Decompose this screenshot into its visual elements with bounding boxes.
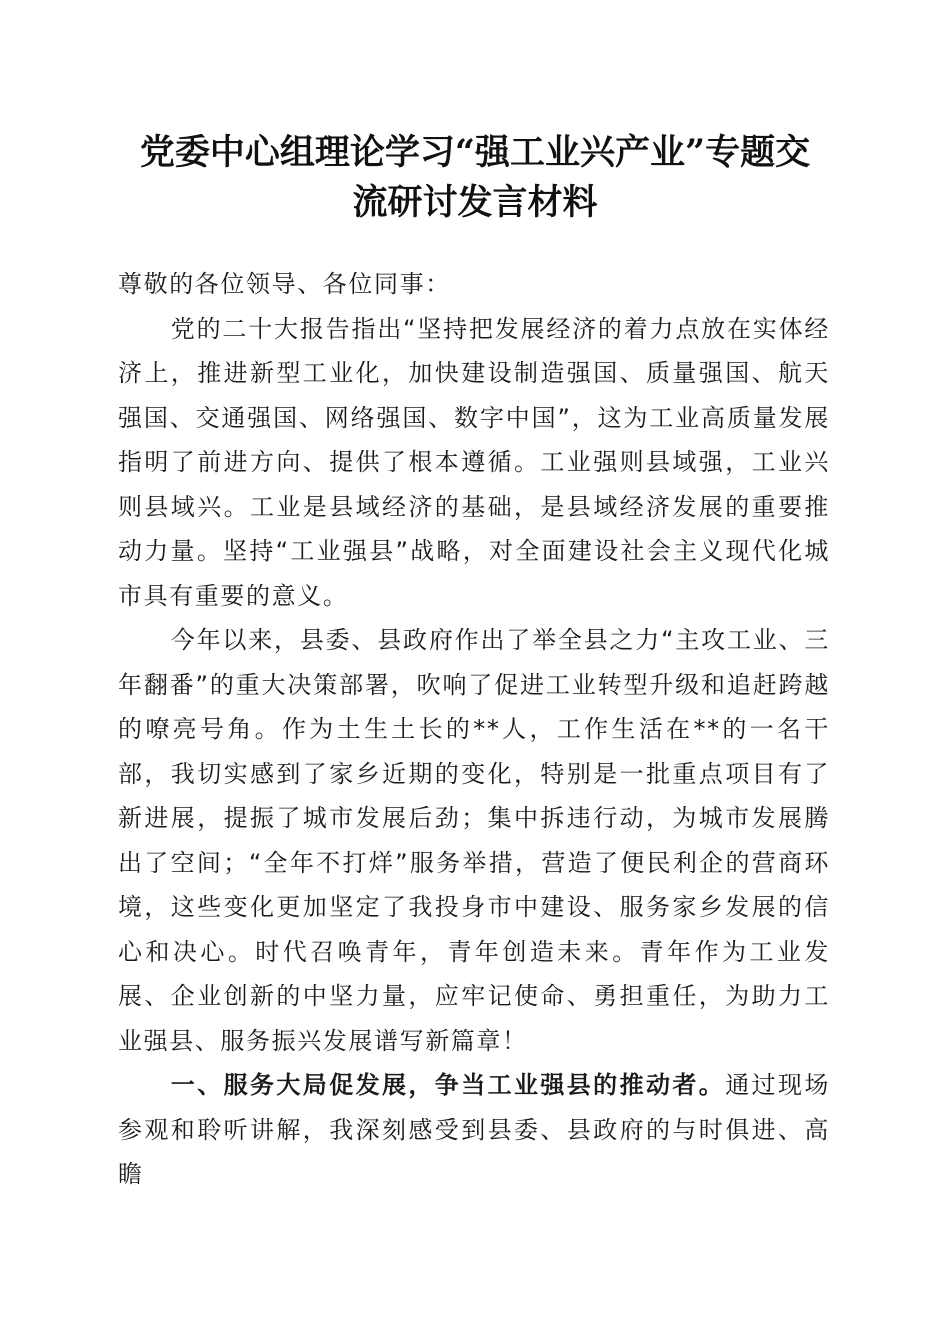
title-line-2: 流研讨发言材料 xyxy=(352,182,598,223)
paragraph-1: 党的二十大报告指出“坚持把发展经济的着力点放在实体经济上，推进新型工业化，加快建设制造强国、质量强国、航天强国、交通强国、网络强国、数字中国”，这为工业高质量发展指明了前进方向、提供了根本遵循。工业强则县域强，工业兴则县域兴。工业是县域经济的基础，是县域经济发展的重要推动力量。坚持“工业强县”战略，对全面建设社会主义现代化城市具有重要的意义。 xyxy=(118,314,830,610)
title-line-1: 党委中心组理论学习“强工业兴产业”专题交 xyxy=(139,132,811,173)
salutation: 尊敬的各位领导、各位同事： xyxy=(118,270,451,298)
section-1-text: 通过现场参观和聆听讲解，我深刻感受到县委、县政府的与时俱进、高瞻 xyxy=(118,1071,830,1188)
section-1-heading: 一、服务大局促发展，争当工业强县的推动者。 xyxy=(170,1071,726,1099)
document-title xyxy=(100,128,850,228)
document-body xyxy=(118,262,830,1197)
paragraph-2: 今年以来，县委、县政府作出了举全县之力“主攻工业、三年翻番”的重大决策部署，吹响了促进工业转型升级和追赶跨越的嘹亮号角。作为土生土长的**人，工作生活在**的一名干部，我切实感到了家乡近期的变化，特别是一批重点项目有了新进展，提振了城市发展后劲；集中拆违行动，为城市发展腾出了空间；“全年不打烊”服务举措，营造了便民利企的营商环境，这些变化更加坚定了我投身市中建设、服务家乡发展的信心和决心。时代召唤青年，青年创造未来。青年作为工业发展、企业创新的中坚力量，应牢记使命、勇担重任，为助力工业强县、服务振兴发展谱写新篇章！ xyxy=(118,626,830,1055)
section-1-paragraph xyxy=(118,1063,830,1197)
